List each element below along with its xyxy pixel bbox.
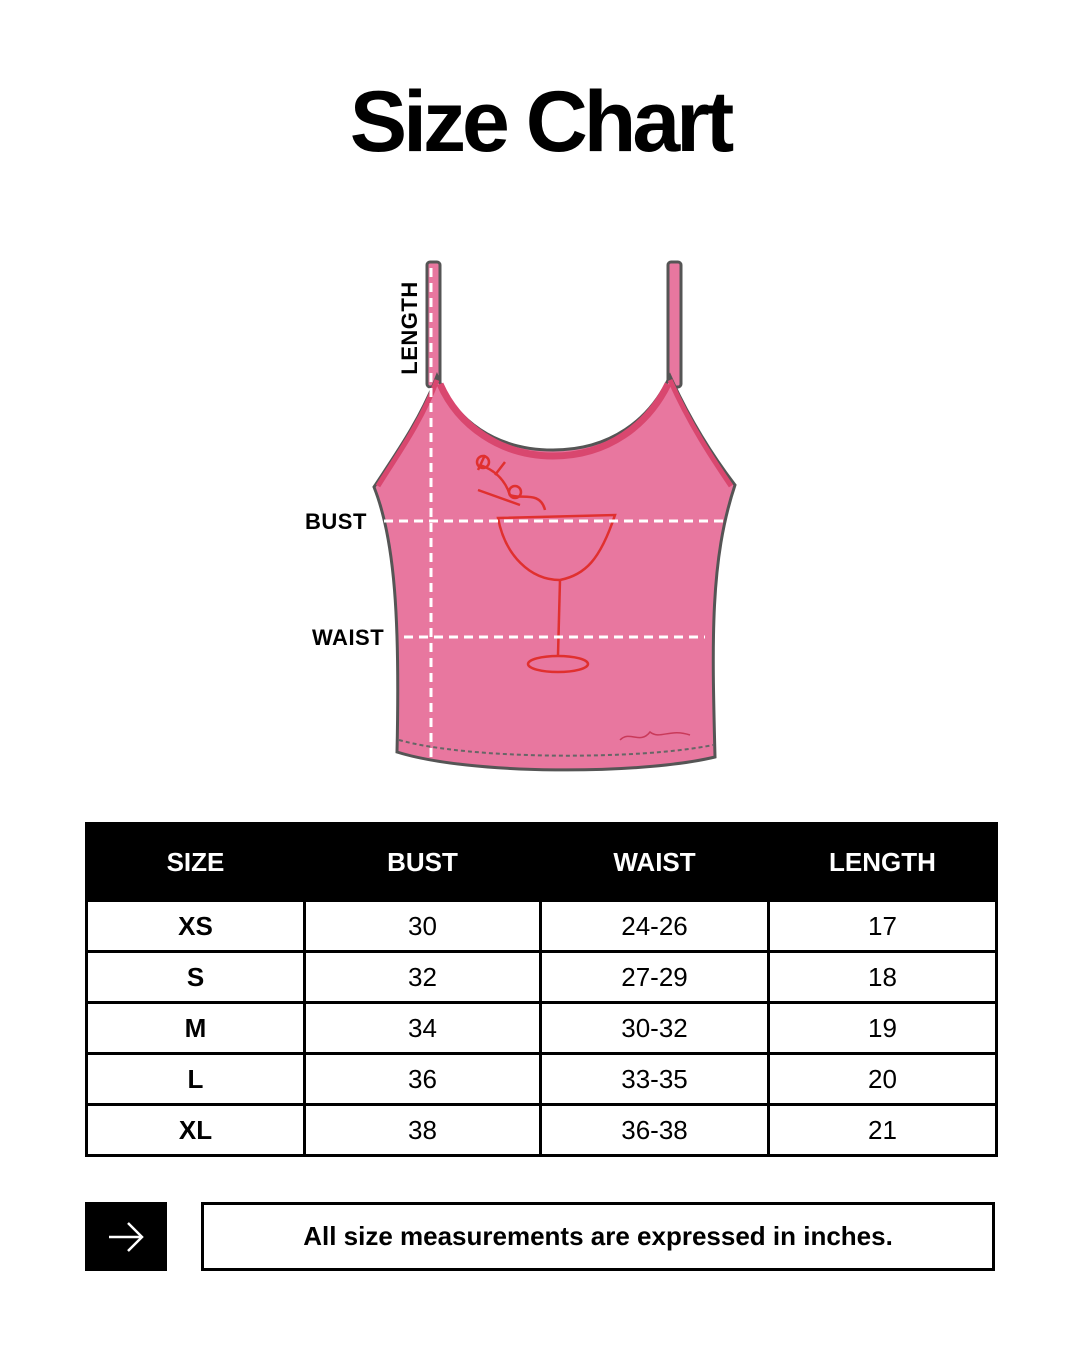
size-cell: M	[87, 1003, 305, 1054]
bust-cell: 38	[305, 1105, 541, 1156]
size-cell: XL	[87, 1105, 305, 1156]
length-cell: 18	[769, 952, 997, 1003]
waist-cell: 24-26	[541, 901, 769, 952]
units-note-text: All size measurements are expressed in inches.	[303, 1221, 893, 1251]
header-size: SIZE	[87, 824, 305, 901]
waist-cell: 30-32	[541, 1003, 769, 1054]
table-row	[87, 901, 997, 952]
header-bust: BUST	[305, 824, 541, 901]
length-label: LENGTH	[397, 281, 422, 375]
bust-cell: 32	[305, 952, 541, 1003]
table-row	[87, 1054, 997, 1105]
length-cell: 21	[769, 1105, 997, 1156]
page-title: Size Chart	[349, 74, 731, 170]
size-table	[85, 822, 998, 1157]
arrow-button[interactable]	[85, 1202, 167, 1271]
bust-cell: 30	[305, 901, 541, 952]
table-row	[87, 1105, 997, 1156]
table-header-row	[87, 824, 997, 901]
size-cell: L	[87, 1054, 305, 1105]
header-waist: WAIST	[541, 824, 769, 901]
waist-cell: 27-29	[541, 952, 769, 1003]
size-cell: XS	[87, 901, 305, 952]
arrow-right-icon	[106, 1217, 146, 1257]
waist-cell: 33-35	[541, 1054, 769, 1105]
header-length: LENGTH	[769, 824, 997, 901]
waist-label: WAIST	[312, 625, 385, 650]
right-strap	[668, 262, 681, 387]
units-note	[201, 1202, 995, 1271]
bust-cell: 34	[305, 1003, 541, 1054]
length-cell: 20	[769, 1054, 997, 1105]
tank-body	[374, 376, 735, 770]
size-cell: S	[87, 952, 305, 1003]
left-strap	[427, 262, 440, 387]
length-cell: 19	[769, 1003, 997, 1054]
length-cell: 17	[769, 901, 997, 952]
waist-cell: 36-38	[541, 1105, 769, 1156]
bust-label: BUST	[305, 509, 367, 534]
table-row	[87, 952, 997, 1003]
bust-cell: 36	[305, 1054, 541, 1105]
table-row	[87, 1003, 997, 1054]
